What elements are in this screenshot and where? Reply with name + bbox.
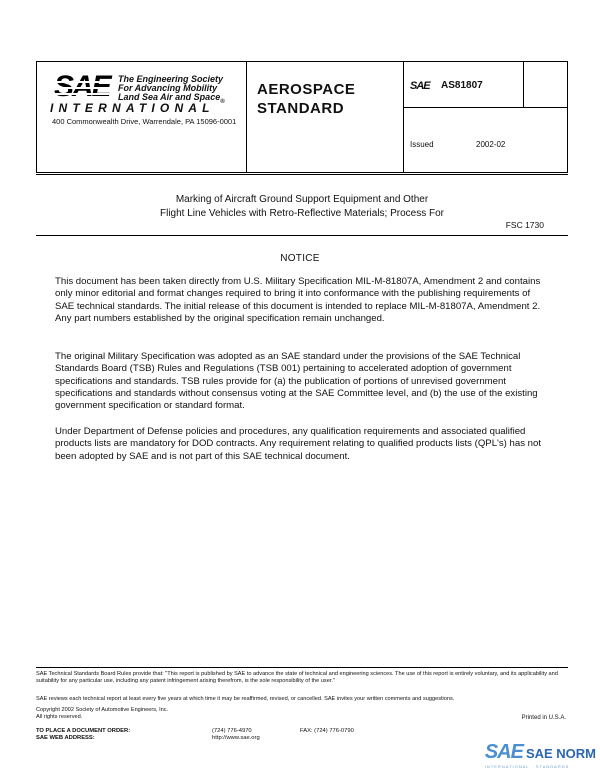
document-type [257, 80, 355, 118]
fsc-code: FSC 1730 [505, 220, 544, 230]
society-line: For Advancing Mobility [118, 83, 218, 93]
order-label: TO PLACE A DOCUMENT ORDER: [36, 728, 131, 734]
society-line-text: Land Sea Air and Space [118, 92, 221, 102]
logo-stripe [54, 81, 110, 83]
sae-logo [54, 72, 110, 102]
sae-norm-watermark [485, 742, 596, 769]
web-address-link[interactable]: http://www.sae.org [212, 735, 260, 742]
notice-paragraph: The original Military Specification was adopted as an SAE standard under the provisions of the SAE Technical Standards Board (TSB) Rules and Regulations (TSB 001) pertaining to accelerated adoption of government specifications and standards. TSB rules provide for (a) the publication of portions of unrevised government specifications and standards without consensus voting at the SAE Committee level, and (b) the use of the existing government specification or standard format. [55, 351, 538, 412]
international-wordmark: INTERNATIONAL [50, 101, 215, 115]
notice-paragraph: Under Department of Defense policies and procedures, any qualification requirements and associated qualified products lists are mandatory for DOD contracts. Any requirement relating to qualified products lists (QPL's) has not been adopted by SAE and is not part of this SAE technical document. [55, 426, 541, 462]
watermark-logo [485, 742, 596, 764]
web-row [36, 735, 476, 742]
header-divider [403, 61, 404, 173]
society-line: The Engineering Society [118, 74, 224, 84]
watermark-subtitle: INTERNATIONAL · STANDARDS [484, 764, 570, 769]
notice-heading: NOTICE [280, 253, 320, 264]
header-divider [523, 61, 524, 107]
copyright-line: Copyright 2002 Society of Automotive Engineers, Inc. [36, 707, 169, 713]
footer-disclaimer: SAE Technical Standards Board Rules provide that: "This report is published by SAE to advance the state of technical and engineering sciences. The use of this report is entirely voluntary, and its applicability and suitability for any particular use, including any patent infringement arising therefrom, is the sole responsibility of the user." [36, 671, 558, 685]
divider [36, 174, 568, 175]
logo-stripe [54, 93, 110, 95]
divider [36, 235, 568, 236]
footer-copyright [36, 707, 168, 721]
watermark-norm-text: SAE NORM [525, 746, 596, 761]
printed-in: Printed in U.S.A. [521, 715, 566, 721]
document-title [60, 193, 544, 221]
issued-date: 2002-02 [476, 140, 506, 149]
phone-number: (724) 776-4970 [212, 728, 252, 734]
rights-line: All rights reserved. [36, 714, 83, 721]
issued-label: Issued [410, 140, 434, 149]
watermark-sae-text: SAE [484, 741, 523, 763]
web-label: SAE WEB ADDRESS: [36, 735, 95, 742]
registered-mark: ® [220, 98, 225, 105]
document-type-line: STANDARD [257, 100, 345, 117]
fax-number: FAX: (724) 776-0790 [300, 728, 354, 734]
logo-stripe [54, 87, 110, 89]
notice-paragraph: This document has been taken directly from U.S. Military Specification MIL-M-81807A, Amendment 2 and contains only minor editorial and format changes required to bring it into conformance with the publishing requirements of SAE technical standards. The initial release of this document is intended to replace MIL-M-81807A, Amendment 2. Any part numbers established by the original specification remain unchanged. [55, 276, 541, 324]
document-type-line: AEROSPACE [257, 81, 356, 98]
order-row [36, 728, 476, 735]
sae-mini-logo: SAE [410, 80, 430, 92]
address: 400 Commonwealth Drive, Warrendale, PA 15096-0001 [52, 117, 237, 126]
header-divider [403, 107, 568, 108]
footer-review-notice: SAE reviews each technical report at least every five years at which time it may be reaffirmed, revised, or cancelled. SAE invites your written comments and suggestions. [36, 696, 455, 702]
title-line: Flight Line Vehicles with Retro-Reflective Materials; Process For [160, 208, 444, 219]
header-divider [246, 61, 247, 173]
document-number: AS81807 [441, 80, 483, 91]
title-line: Marking of Aircraft Ground Support Equipment and Other [175, 194, 429, 205]
footer-divider [36, 667, 568, 668]
footer-contact [36, 728, 476, 743]
